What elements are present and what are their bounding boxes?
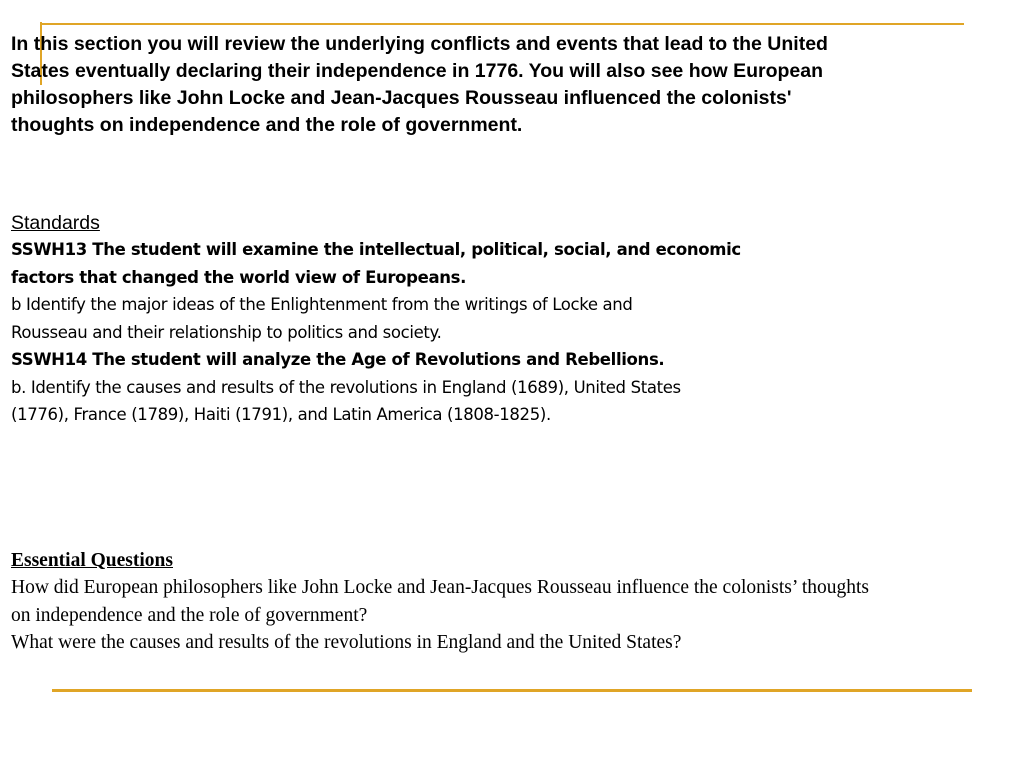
standards-section: [11, 210, 1011, 429]
essential-question-line: How did European philosophers like John Locke and Jean-Jacques Rousseau influence the colonists’ thoughts: [11, 577, 869, 598]
intro-line: thoughts on independence and the role of government.: [11, 114, 523, 136]
standard-sswh13-title: SSWH13 The student will examine the intellectual, political, social, and economic: [11, 240, 741, 259]
standards-heading: Standards: [11, 212, 100, 234]
intro-paragraph: [11, 31, 1011, 139]
accent-top-rule: [40, 23, 964, 25]
intro-line: In this section you will review the underlying conflicts and events that lead to the United: [11, 33, 828, 55]
accent-bottom-rule: [52, 689, 972, 692]
intro-line: philosophers like John Locke and Jean-Jacques Rousseau influenced the colonists': [11, 87, 792, 109]
essential-question-line: What were the causes and results of the revolutions in England and the United States?: [11, 632, 682, 653]
standard-sswh13-element-b: b Identify the major ideas of the Enlightenment from the writings of Locke and: [11, 295, 633, 314]
essential-questions-section: [11, 548, 1021, 657]
essential-question-line: on independence and the role of government?: [11, 604, 368, 626]
standard-sswh13-title-cont: factors that changed the world view of Europeans.: [11, 267, 467, 287]
standard-sswh14-element-b-cont: (1776), France (1789), Haiti (1791), and Latin America (1808-1825).: [11, 405, 551, 424]
standard-sswh14-element-b: b. Identify the causes and results of the revolutions in England (1689), United States: [11, 377, 681, 397]
standard-sswh13-element-b-cont: Rousseau and their relationship to politics and society.: [11, 322, 442, 342]
intro-line: States eventually declaring their independence in 1776. You will also see how European: [11, 60, 824, 82]
standard-sswh14-title: SSWH14 The student will analyze the Age of Revolutions and Rebellions.: [11, 350, 665, 369]
essential-questions-heading: Essential Questions: [11, 550, 173, 571]
